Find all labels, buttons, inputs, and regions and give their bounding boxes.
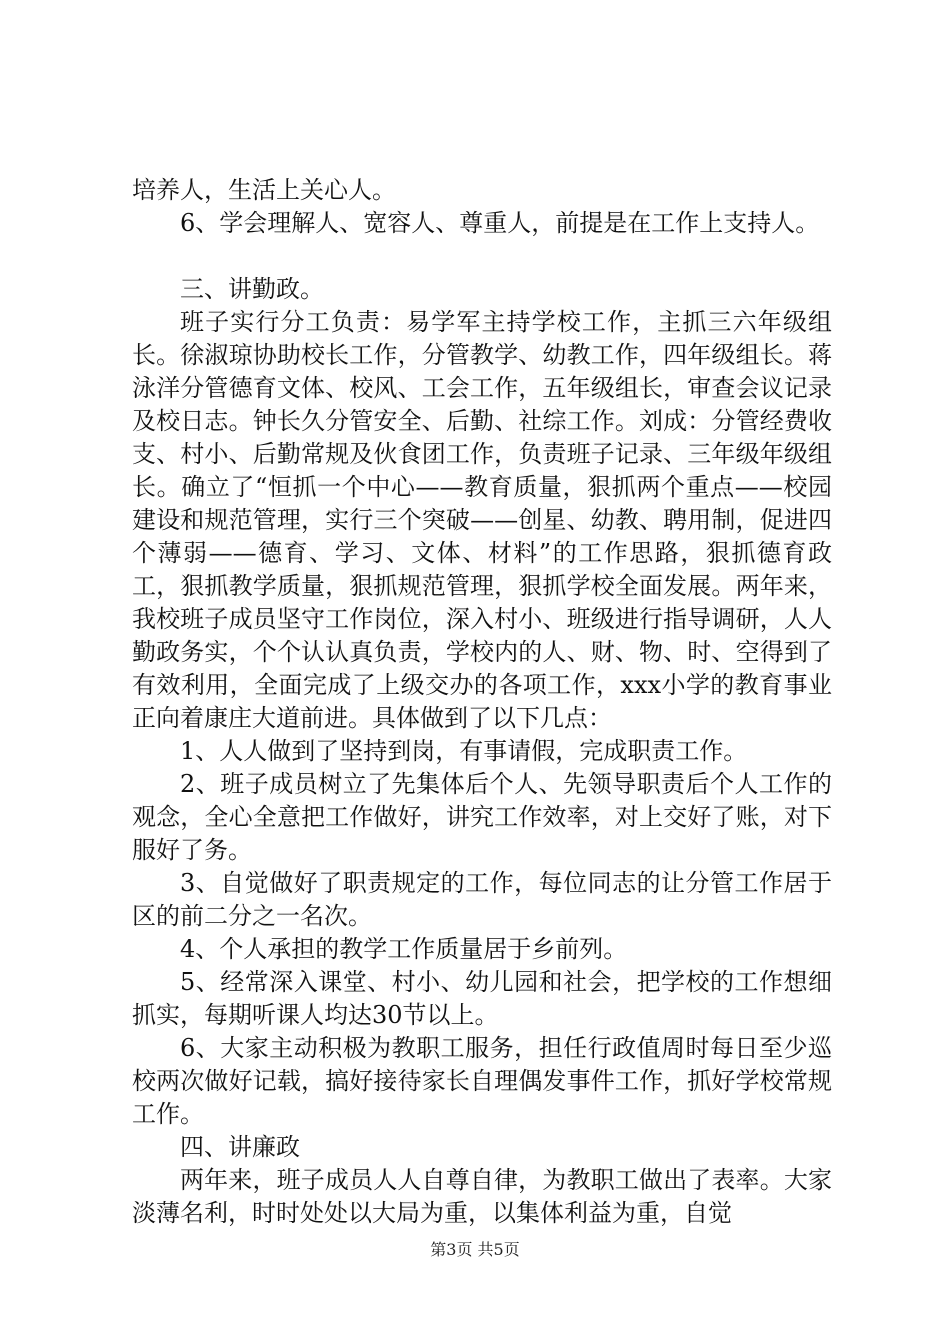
paragraph: 两年来，班子成员人人自尊自律，为教职工做出了表率。大家淡薄名利，时时处处以大局为重，以集体利益为重，自觉 (132, 1166, 832, 1227)
list-item: 5、经常深入课堂、村小、幼儿园和社会，把学校的工作想细抓实，每期听课人均达30节以上。 (132, 968, 832, 1029)
section-heading: 四、讲廉政 (180, 1133, 300, 1161)
list-item: 1、人人做到了坚持到岗，有事请假，完成职责工作。 (180, 737, 748, 765)
paragraph-continuation: 培养人，生活上关心人。 (132, 176, 396, 204)
list-item: 6、学会理解人、宽容人、尊重人，前提是在工作上支持人。 (180, 209, 820, 237)
section-heading: 三、讲勤政。 (180, 275, 324, 303)
list-item: 4、个人承担的教学工作质量居于乡前列。 (180, 935, 628, 963)
list-item: 3、自觉做好了职责规定的工作，每位同志的让分管工作居于区的前二分之一名次。 (132, 869, 832, 930)
paragraph: 班子实行分工负责：易学军主持学校工作，主抓三六年级组长。徐淑琼协助校长工作，分管教学、幼教工作，四年级组长。蒋泳洋分管德育文体、校风、工会工作，五年级组长，审查会议记录及校日志。钟长久分管安全、后勤、社综工作。刘成：分管经费收支、村小、后勤常规及伙食团工作，负责班子记录、三年级年级组长。确立了“恒抓一个中心——教育质量，狠抓两个重点——校园建设和规范管理，实行三个突破——创星、幼教、聘用制，促进四个薄弱——德育、学习、文体、材料”的工作思路，狠抓德育政工，狠抓教学质量，狠抓规范管理，狠抓学校全面发展。两年来，我校班子成员坚守工作岗位，深入村小、班级进行指导调研，人人勤政务实，个个认认真负责，学校内的人、财、物、时、空得到了有效利用，全面完成了上级交办的各项工作，xxx小学的教育事业正向着康庄大道前进。具体做到了以下几点： (132, 308, 832, 732)
list-item: 6、大家主动积极为教职工服务，担任行政值周时每日至少巡校两次做好记载，搞好接待家长自理偶发事件工作，抓好学校常规工作。 (132, 1034, 832, 1128)
list-item: 2、班子成员树立了先集体后个人、先领导职责后个人工作的观念，全心全意把工作做好，讲究工作效率，对上交好了账，对下服好了务。 (132, 770, 832, 864)
page-number-footer: 第3页 共5页 (430, 1240, 520, 1259)
document-body (132, 174, 832, 1230)
